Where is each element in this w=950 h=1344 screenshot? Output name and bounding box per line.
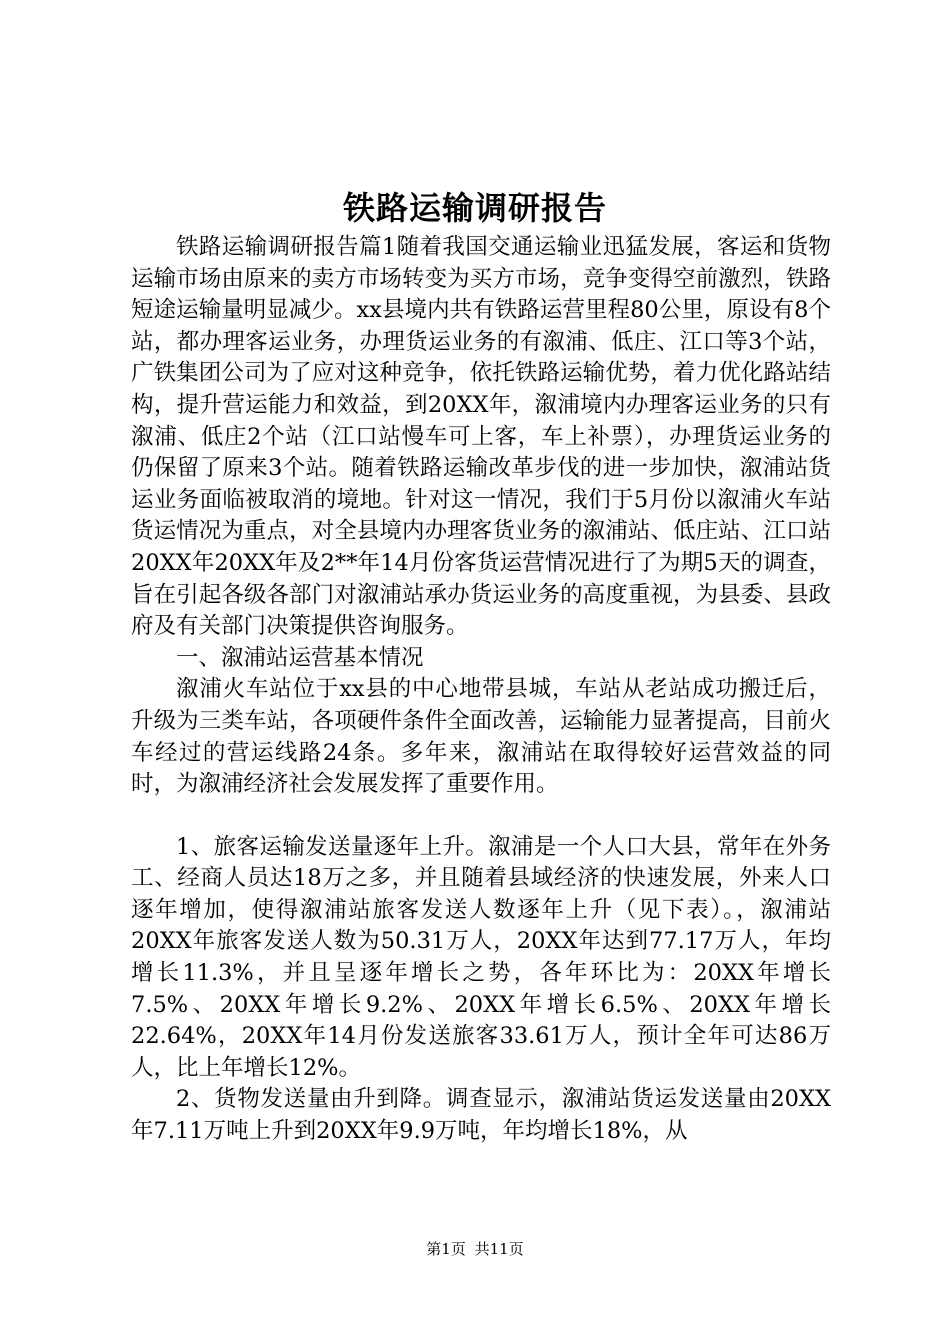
page-total: 共11页 <box>474 1240 524 1258</box>
document-title: 铁路运输调研报告 <box>342 189 607 227</box>
page-number: 第1页 <box>426 1240 466 1258</box>
section-heading: 一、溆浦站运营基本情况 <box>176 644 424 671</box>
station-overview-paragraph: 溆浦火车站位于xx县的中心地带县城，车站从老站成功搬迁后，升级为三类车站，各项硬件条件全面改善，运输能力显著提高，目前火车经过的营运线路24条。多年来，溆浦站在取得较好运营效益的同时，为溆浦经济社会发展发挥了重要作用。 <box>131 676 831 798</box>
document-body <box>131 232 831 1148</box>
intro-paragraph: 铁路运输调研报告篇1随着我国交通运输业迅猛发展，客运和货物运输市场由原来的卖方市场转变为买方市场，竞争变得空前激烈，铁路短途运输量明显减少。xx县境内共有铁路运营里程80公里，原设有8个站，都办理客运业务，办理货运业务的有溆浦、低庄、江口等3个站，广铁集团公司为了应对这种竞争，依托铁路运输优势，着力优化路站结构，提升营运能力和效益，到20XX年，溆浦境内办理客运业务的只有溆浦、低庄2个站（江口站慢车可上客，车上补票），办理货运业务的仍保留了原来3个站。随着铁路运输改革步伐的进一步加快，溆浦站货运业务面临被取消的境地。针对这一情况，我们于5月份以溆浦火车站货运情况为重点，对全县境内办理客货业务的溆浦站、低庄站、江口站20XX年20XX年及2**年14月份客货运营情况进行了为期5天的调查，旨在引起各级各部门对溆浦站承办货运业务的高度重视，为县委、县政府及有关部门决策提供咨询服务。 <box>131 234 831 640</box>
passenger-volume-paragraph: 1、旅客运输发送量逐年上升。溆浦是一个人口大县，常年在外务工、经商人员达18万之多，并且随着县域经济的快速发展，外来人口逐年增加，使得溆浦站旅客发送人数逐年上升（见下表）。，溆浦站20XX年旅客发送人数为50.31万人，20XX年达到77.17万人，年均增长11.3%，并且呈逐年增长之势，各年环比为：20XX年增长7.5%、20XX年增长9.2%、20XX年增长6.5%、20XX年增长22.64%，20XX年14月份发送旅客33.61万人，预计全年可达86万人，比上年增长12%。 <box>131 833 831 1081</box>
page-footer <box>0 1238 950 1260</box>
freight-volume-paragraph: 2、货物发送量由升到降。调查显示，溆浦站货运发送量由20XX年7.11万吨上升到20XX年9.9万吨，年均增长18%，从 <box>131 1086 831 1145</box>
